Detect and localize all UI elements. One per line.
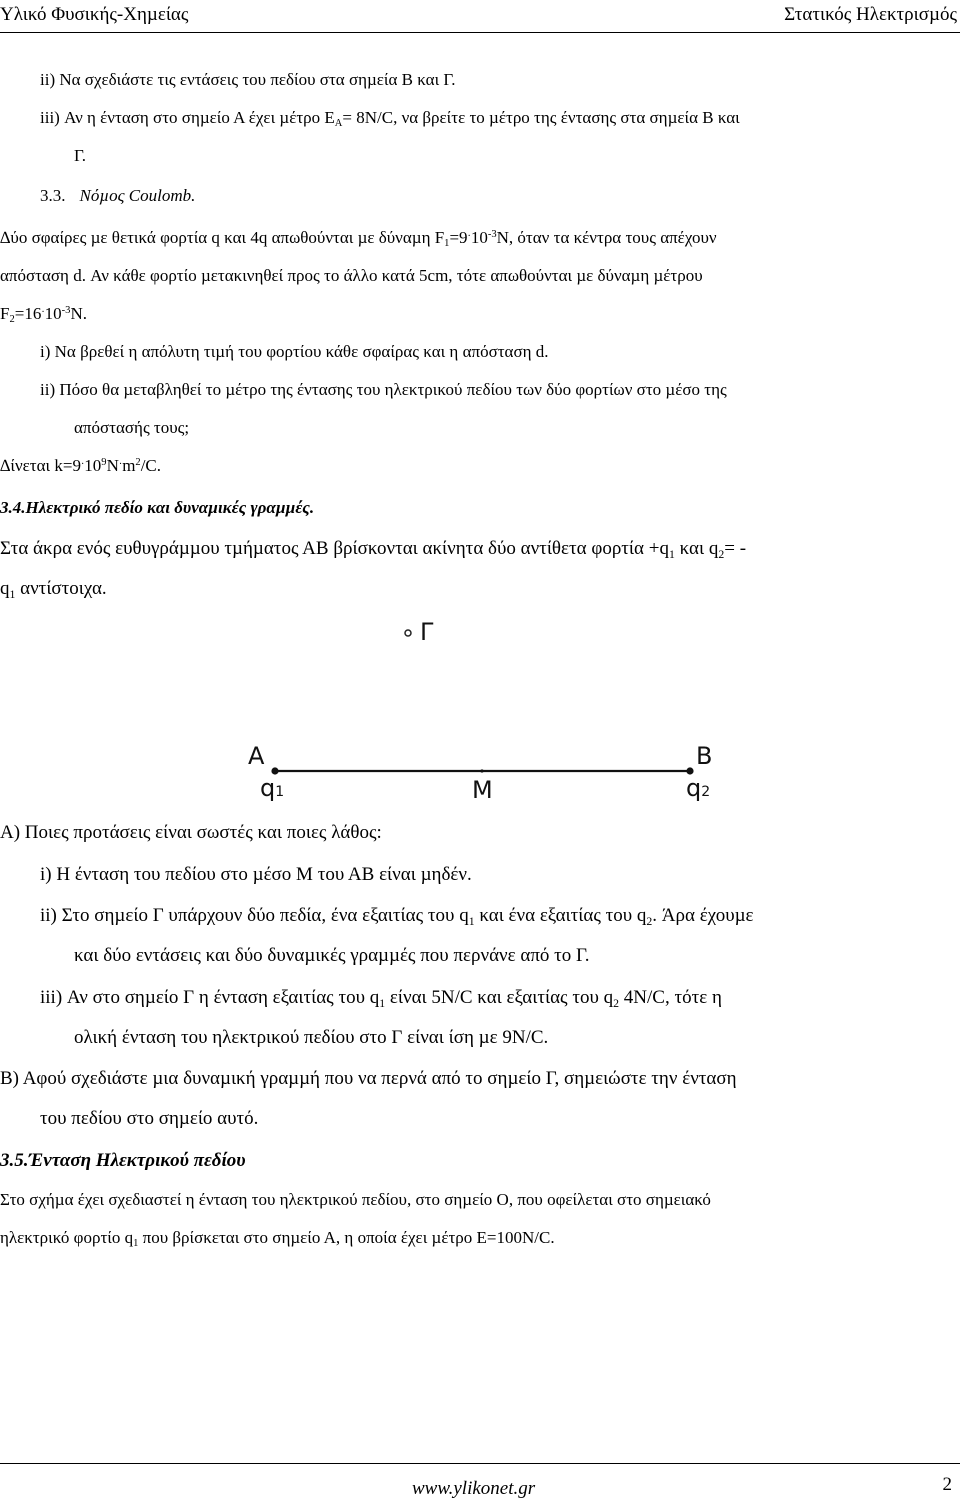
s33-question-ii-line-1: ii) Πόσο θα µεταβληθεί το µέτρο της έντασης του ηλεκτρικού πεδίου των δύο φορτίων στο µέσο της [40,380,727,399]
s34-paragraph-line-1: Στα άκρα ενός ευθυγράµµου τµήµατος ΑΒ βρίσκονται ακίνητα δύο αντίθετα φορτία +q1 και q2= - [0,538,747,561]
question-ii-line: ii) Να σχεδιάστε τις εντάσεις του πεδίου στα σηµεία Β και Γ. [40,70,456,89]
part-a-statement-ii-line-1: ii) Στο σηµείο Γ υπάρχουν δύο πεδία, ένα εξαιτίας του q1 και ένα εξαιτίας του q2. Άρα έχουµε [40,905,754,928]
page-number: 2 [942,1474,952,1495]
question-iii-line: iii) Αν η ένταση στο σηµείο Α έχει µέτρο ΕΑ= 8Ν/C, να βρείτε το µέτρο της έντασης στα σηµεία Β και [40,108,740,130]
label-b: B [696,742,713,770]
part-b-line-2: του πεδίου στο σηµείο αυτό. [40,1108,259,1129]
section-3-4-heading: 3.4.Ηλεκτρικό πεδίο και δυναµικές γραµµές. [0,498,315,517]
footer-website-link[interactable]: www.ylikonet.gr [412,1478,536,1499]
part-a-statement-i: i) Η ένταση του πεδίου στο µέσο Μ του ΑΒ είναι µηδέν. [40,864,472,885]
question-iii-continuation: Γ. [74,146,87,165]
header-divider [0,32,960,33]
s33-line-2: απόσταση d. Αν κάθε φορτίο µετακινηθεί προς το άλλο κατά 5cm, τότε απωθούνται µε δύναµη µέτρου [0,266,703,285]
label-q2: q2 [686,774,711,802]
s34-paragraph-line-2: q1 αντίστοιχα. [0,578,107,601]
s33-question-ii-line-2: απόστασής τους; [74,418,190,437]
charges-diagram [240,612,720,812]
part-a-heading: Α) Ποιες προτάσεις είναι σωστές και ποιες λάθος: [0,822,382,843]
part-a-statement-iii-line-2: ολική ένταση του ηλεκτρικού πεδίου στο Γ είναι ίση µε 9Ν/C. [74,1027,549,1048]
part-a-statement-ii-line-2: και δύο εντάσεις και δύο δυναµικές γραµµές που περνάνε από το Γ. [74,945,590,966]
section-3-3-heading: 3.3. Νόµος Coulomb. [40,186,196,205]
label-m: M [472,776,493,804]
s33-given-constant: ∆ίνεται $k=9^\cdot 10^9N^\cdot m^2/C$. [0,456,161,475]
section-3-5-heading: 3.5.Ένταση Ηλεκτρικού πεδίου [0,1150,246,1171]
label-gamma: Γ [420,618,434,646]
label-q1: q1 [260,774,285,802]
s33-question-i: i) Να βρεθεί η απόλυτη τιµή του φορτίου κάθε σφαίρας και η απόσταση d. [40,342,549,361]
s35-line-2: ηλεκτρικό φορτίο q1 που βρίσκεται στο σηµείο Α, η οποία έχει µέτρο Ε=100Ν/C. [0,1228,555,1250]
point-m-dot [480,769,483,772]
footer-divider [0,1463,960,1464]
header-left-title: Υλικό Φυσικής-Χηµείας [0,4,189,25]
header-right-title: Στατικός Ηλεκτρισµός [784,4,957,25]
s33-line-1: ∆ύο σφαίρες µε θετικά φορτία q και 4q απωθούνται µε δύναµη $F1=9^\cdot 10^{-3}N$, όταν τα κέντρα τους απέχουν [0,228,717,250]
part-b-line-1: Β) Αφού σχεδιάστε µια δυναµική γραµµή που να περνά από το σηµείο Γ, σηµειώστε την ένταση [0,1068,737,1089]
part-a-statement-iii-line-1: iii) Αν στο σηµείο Γ η ένταση εξαιτίας του q1 είναι 5Ν/C και εξαιτίας του q2 4Ν/C, τότε η [40,987,722,1010]
point-gamma-marker [405,630,411,636]
s35-line-1: Στο σχήµα έχει σχεδιαστεί η ένταση του ηλεκτρικού πεδίου, στο σηµείο Ο, που οφείλεται στο σηµειακό [0,1190,711,1209]
label-a: A [248,742,265,770]
s33-line-3: $F2=16^\cdot 10^{-3}N$. [0,304,87,326]
